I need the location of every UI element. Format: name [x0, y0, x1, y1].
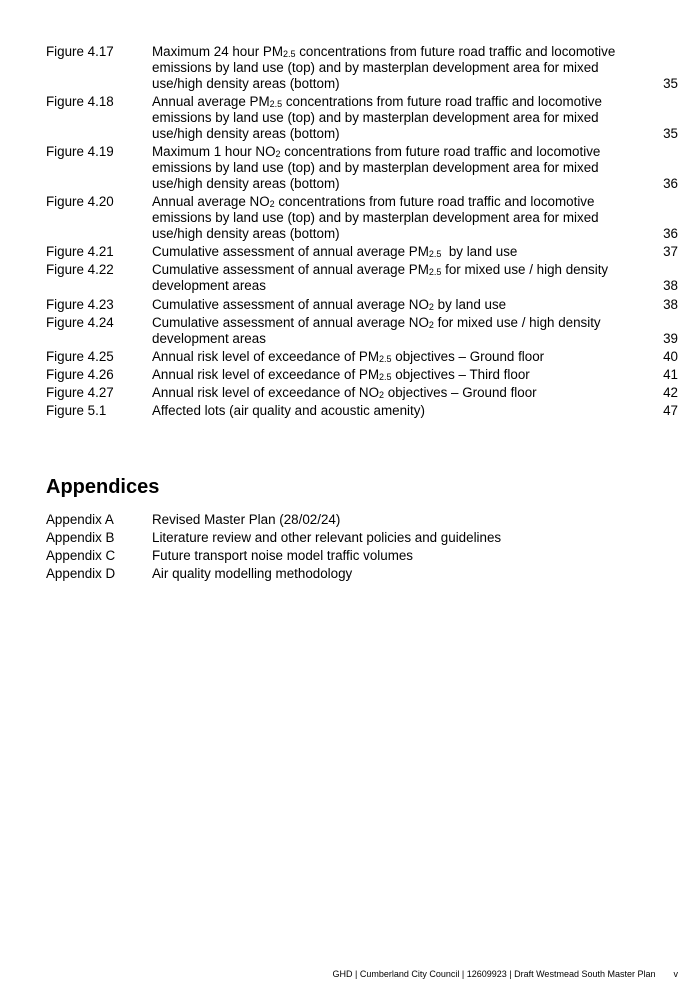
appendix-label: Appendix C: [46, 548, 116, 564]
figure-label: Figure 4.19: [46, 144, 114, 160]
figures-list: [46, 44, 678, 421]
figure-entry[interactable]: [46, 94, 678, 142]
figure-label: Figure 4.27: [46, 384, 114, 400]
figure-title: Maximum 24 hour $PM_{2.5}$ concentrations from future road traffic and locomotive emissions by land use (top) and by masterplan development area for mixed use/high density areas (bottom): [152, 44, 616, 91]
figure-title: Annual risk level of exceedance of $PM_{2.5}$ objectives – Third floor: [152, 366, 530, 382]
figure-page-number: 38: [663, 296, 678, 312]
figure-page-number: 37: [663, 244, 678, 260]
figure-page-number: 42: [663, 384, 678, 400]
figure-label: Figure 4.24: [46, 314, 114, 330]
appendix-entry[interactable]: [46, 530, 646, 546]
appendix-entry[interactable]: [46, 548, 646, 564]
appendices-list: [46, 512, 646, 584]
appendix-title: Future transport noise model traffic volumes: [152, 548, 413, 564]
figure-label: Figure 4.26: [46, 366, 114, 382]
figure-entry[interactable]: [46, 194, 678, 242]
figure-title: Cumulative assessment of annual average $NO_2$ for mixed use / high density development areas: [152, 314, 601, 346]
figure-entry[interactable]: [46, 262, 678, 294]
appendix-entry[interactable]: [46, 566, 646, 582]
figure-label: Figure 4.18: [46, 94, 114, 110]
figure-label: Figure 4.23: [46, 296, 114, 312]
appendices-heading: Appendices: [46, 476, 160, 498]
figure-title: Annual risk level of exceedance of $NO_2$ objectives – Ground floor: [152, 384, 537, 400]
figure-label: Figure 4.21: [46, 244, 114, 260]
figure-title: Affected lots (air quality and acoustic amenity): [152, 403, 425, 419]
figure-page-number: 36: [663, 226, 678, 242]
appendix-label: Appendix D: [46, 566, 116, 582]
figure-page-number: 47: [663, 403, 678, 419]
figure-label: Figure 4.25: [46, 348, 114, 364]
page-footer: [333, 968, 679, 980]
figure-page-number: 36: [663, 176, 678, 192]
figure-entry[interactable]: [46, 244, 678, 260]
figure-title: Annual risk level of exceedance of $PM_{2.5}$ objectives – Ground floor: [152, 348, 545, 364]
figure-entry[interactable]: [46, 315, 678, 347]
figure-entry[interactable]: [46, 297, 678, 313]
figure-title: Maximum 1 hour $NO_2$ concentrations from future road traffic and locomotive emissions by land use (top) and by masterplan development area for mixed use/high density areas (bottom): [152, 144, 601, 192]
figure-entry[interactable]: [46, 44, 678, 92]
figure-label: Figure 4.20: [46, 194, 114, 210]
figure-page-number: 35: [663, 126, 678, 142]
figure-entry[interactable]: [46, 385, 678, 401]
figure-label: Figure 4.22: [46, 262, 114, 278]
figure-entry[interactable]: [46, 367, 678, 383]
figure-label: Figure 4.17: [46, 44, 114, 59]
footer-page-number: v: [673, 969, 678, 979]
figure-title: Cumulative assessment of annual average $PM_{2.5}$ by land use: [152, 244, 518, 260]
figure-entry[interactable]: [46, 349, 678, 365]
figure-page-number: 40: [663, 348, 678, 364]
figure-title: Annual average $NO_2$ concentrations from future road traffic and locomotive emissions by land use (top) and by masterplan development area for mixed use/high density areas (bottom): [152, 194, 599, 242]
appendix-entry[interactable]: [46, 512, 646, 528]
appendix-title: Air quality modelling methodology: [152, 566, 353, 582]
figure-title: Annual average $PM_{2.5}$ concentrations from future road traffic and locomotive emissions by land use (top) and by masterplan development area for mixed use/high density areas (bottom): [152, 94, 602, 142]
figure-entry[interactable]: [46, 144, 678, 192]
figure-entry[interactable]: [46, 403, 678, 419]
figure-page-number: 38: [663, 278, 678, 294]
figure-page-number: 41: [663, 366, 678, 382]
figure-page-number: 39: [663, 330, 678, 346]
appendix-title: Revised Master Plan (28/02/24): [152, 512, 341, 527]
footer-text: GHD | Cumberland City Council | 12609923 | Draft Westmead South Master Plan: [332, 969, 656, 979]
figure-title: Cumulative assessment of annual average $NO_2$ by land use: [152, 296, 507, 312]
appendix-label: Appendix B: [46, 530, 115, 546]
appendix-title: Literature review and other relevant policies and guidelines: [152, 530, 502, 546]
figure-title: Cumulative assessment of annual average $PM_{2.5}$ for mixed use / high density development areas: [152, 262, 609, 294]
appendix-label: Appendix A: [46, 512, 114, 527]
figure-page-number: 35: [663, 76, 678, 91]
figure-label: Figure 5.1: [46, 403, 107, 419]
